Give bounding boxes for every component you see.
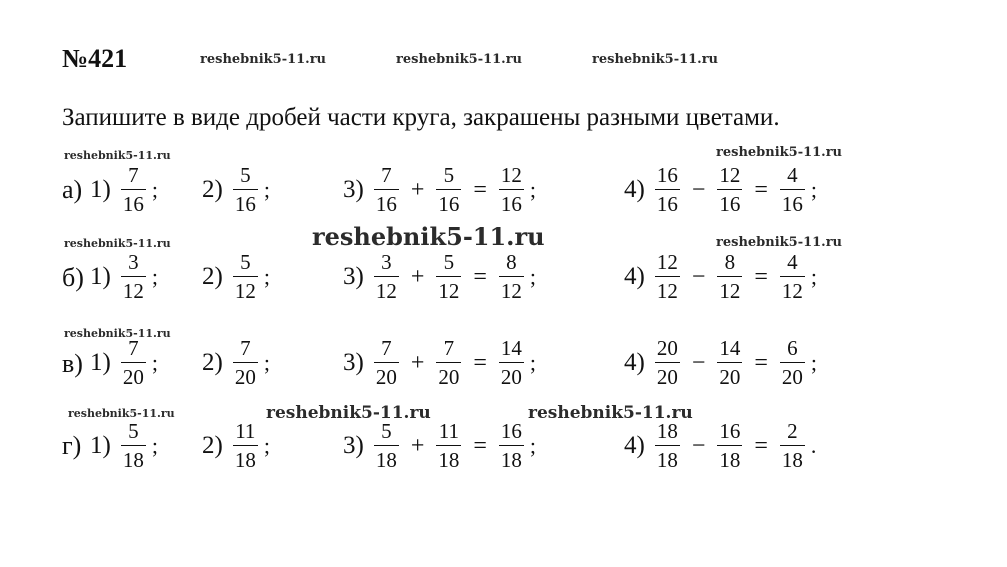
fraction-numerator: 20 [656, 336, 678, 360]
fraction-numerator: 16 [719, 419, 741, 443]
operator: + [410, 349, 425, 376]
fraction-numerator: 7 [128, 336, 139, 360]
fraction-denominator: 20 [717, 362, 742, 388]
operator: − [691, 176, 706, 203]
punctuation: ; [529, 350, 537, 375]
answer-item [624, 249, 817, 305]
answer-item [90, 162, 158, 218]
fraction-denominator: 18 [436, 445, 461, 471]
fraction-denominator: 20 [436, 362, 461, 388]
fraction-denominator: 20 [780, 362, 805, 388]
fraction-numerator: 6 [787, 336, 798, 360]
fraction-denominator: 16 [233, 189, 258, 215]
punctuation: ; [529, 433, 537, 458]
watermark: reshebnik5-11.ru [312, 222, 545, 251]
watermark: reshebnik5-11.ru [528, 403, 693, 423]
fraction-denominator: 12 [374, 276, 399, 302]
operator: − [691, 263, 706, 290]
operator: = [754, 263, 768, 290]
task-text: Запишите в виде дробей части круга, закрашены разными цветами. [62, 104, 780, 131]
fraction-numerator: 12 [656, 250, 678, 274]
punctuation: ; [151, 433, 158, 458]
fraction-numerator: 4 [787, 163, 798, 187]
fraction-denominator: 20 [233, 362, 258, 388]
operator: − [691, 349, 706, 376]
fraction-numerator: 5 [240, 250, 251, 274]
punctuation: . [810, 433, 817, 458]
fraction-denominator: 12 [233, 276, 258, 302]
fraction-numerator: 3 [381, 250, 392, 274]
fraction-numerator: 7 [381, 163, 392, 187]
item-number: 4) [624, 263, 645, 290]
fraction-denominator: 18 [655, 445, 680, 471]
fraction-denominator: 12 [121, 276, 146, 302]
answer-item [202, 418, 270, 474]
row-label: г) [62, 431, 82, 460]
fraction [717, 421, 742, 471]
fraction-numerator: 8 [506, 250, 517, 274]
fraction-numerator: 2 [787, 419, 798, 443]
operator: = [473, 176, 487, 203]
row-label: б) [62, 263, 84, 292]
fraction-numerator: 12 [500, 163, 522, 187]
fraction-numerator: 5 [443, 250, 455, 274]
fraction-numerator: 16 [656, 163, 678, 187]
answer-item [90, 249, 158, 305]
punctuation: ; [263, 264, 270, 289]
fraction [499, 252, 524, 302]
fraction-denominator: 12 [717, 276, 742, 302]
fraction-numerator: 11 [438, 419, 459, 443]
fraction [121, 421, 146, 471]
item-number: 2) [202, 263, 223, 290]
fraction [655, 421, 680, 471]
watermark: reshebnik5-11.ru [68, 407, 175, 420]
fraction [374, 421, 399, 471]
fraction-denominator: 18 [780, 445, 805, 471]
operator: = [754, 176, 768, 203]
watermark: reshebnik5-11.ru [716, 145, 843, 160]
punctuation: ; [151, 264, 158, 289]
fraction [655, 338, 680, 388]
item-number: 1) [90, 263, 111, 290]
operator: = [754, 432, 768, 459]
operator: = [473, 263, 487, 290]
row-label: а) [62, 175, 83, 204]
fraction [436, 252, 461, 302]
fraction-numerator: 14 [719, 336, 741, 360]
item-number: 1) [90, 349, 111, 376]
fraction-numerator: 7 [128, 163, 139, 187]
operator: + [410, 263, 425, 290]
item-number: 1) [90, 176, 111, 203]
fraction-denominator: 16 [780, 189, 805, 215]
punctuation: ; [263, 433, 270, 458]
watermark: reshebnik5-11.ru [266, 403, 431, 423]
operator: = [473, 349, 487, 376]
punctuation: ; [263, 350, 270, 375]
fraction-denominator: 12 [780, 276, 805, 302]
fraction [121, 252, 146, 302]
fraction-denominator: 16 [655, 189, 680, 215]
fraction [374, 252, 399, 302]
punctuation: ; [529, 177, 537, 202]
fraction-numerator: 7 [443, 336, 455, 360]
fraction-numerator: 4 [787, 250, 798, 274]
fraction-denominator: 16 [374, 189, 399, 215]
watermark: reshebnik5-11.ru [200, 52, 327, 67]
watermark: reshebnik5-11.ru [396, 52, 523, 67]
fraction-denominator: 16 [717, 189, 742, 215]
fraction-denominator: 12 [436, 276, 461, 302]
answer-item [624, 418, 816, 474]
item-number: 4) [624, 432, 645, 459]
fraction-numerator: 14 [500, 336, 522, 360]
punctuation: ; [810, 350, 818, 375]
fraction [655, 252, 680, 302]
item-number: 3) [343, 263, 364, 290]
fraction [717, 338, 742, 388]
watermark: reshebnik5-11.ru [64, 149, 171, 162]
fraction [436, 338, 461, 388]
fraction-denominator: 12 [499, 276, 524, 302]
answer-item [343, 249, 536, 305]
punctuation: ; [810, 264, 818, 289]
fraction-numerator: 5 [128, 419, 139, 443]
item-number: 2) [202, 176, 223, 203]
answer-item [202, 249, 270, 305]
fraction-denominator: 18 [374, 445, 399, 471]
punctuation: ; [263, 177, 270, 202]
fraction [121, 338, 146, 388]
fraction [121, 165, 146, 215]
operator: = [754, 349, 768, 376]
fraction [374, 165, 399, 215]
fraction-denominator: 20 [121, 362, 146, 388]
operator: + [410, 432, 425, 459]
item-number: 4) [624, 176, 645, 203]
answer-item [624, 162, 817, 218]
exercise-number: №421 [62, 44, 128, 73]
watermark: reshebnik5-11.ru [64, 327, 171, 340]
fraction-denominator: 16 [499, 189, 524, 215]
fraction-denominator: 16 [121, 189, 146, 215]
fraction [780, 338, 805, 388]
item-number: 3) [343, 432, 364, 459]
item-number: 2) [202, 432, 223, 459]
answer-item [343, 418, 536, 474]
fraction-numerator: 8 [724, 250, 736, 274]
item-number: 3) [343, 349, 364, 376]
fraction [233, 338, 258, 388]
fraction-denominator: 18 [499, 445, 524, 471]
fraction-denominator: 20 [499, 362, 524, 388]
fraction-numerator: 5 [381, 419, 392, 443]
fraction-numerator: 7 [240, 336, 251, 360]
item-number: 3) [343, 176, 364, 203]
operator: + [410, 176, 425, 203]
fraction [717, 165, 742, 215]
fraction [717, 252, 742, 302]
item-number: 2) [202, 349, 223, 376]
fraction [780, 421, 805, 471]
fraction-denominator: 18 [717, 445, 742, 471]
item-number: 1) [90, 432, 111, 459]
fraction-numerator: 16 [500, 419, 522, 443]
fraction-numerator: 3 [128, 250, 139, 274]
punctuation: ; [151, 350, 158, 375]
fraction-numerator: 12 [719, 163, 741, 187]
fraction-denominator: 20 [655, 362, 680, 388]
fraction-numerator: 5 [240, 163, 251, 187]
row-label: в) [62, 349, 83, 378]
fraction-denominator: 20 [374, 362, 399, 388]
fraction [233, 252, 258, 302]
fraction [655, 165, 680, 215]
fraction-denominator: 18 [233, 445, 258, 471]
fraction-denominator: 16 [436, 189, 461, 215]
punctuation: ; [810, 177, 818, 202]
fraction [233, 421, 258, 471]
operator: = [473, 432, 487, 459]
fraction [374, 338, 399, 388]
watermark: reshebnik5-11.ru [64, 237, 171, 250]
answer-item [624, 335, 817, 391]
fraction-numerator: 11 [235, 419, 256, 443]
punctuation: ; [529, 264, 537, 289]
fraction [499, 165, 524, 215]
watermark: reshebnik5-11.ru [592, 52, 719, 67]
fraction [499, 338, 524, 388]
fraction-numerator: 18 [656, 419, 678, 443]
item-number: 4) [624, 349, 645, 376]
answer-item [343, 162, 536, 218]
fraction [233, 165, 258, 215]
fraction [780, 252, 805, 302]
fraction-numerator: 5 [443, 163, 455, 187]
answer-item [202, 335, 270, 391]
fraction [499, 421, 524, 471]
fraction [436, 165, 461, 215]
fraction [436, 421, 461, 471]
fraction [780, 165, 805, 215]
watermark: reshebnik5-11.ru [716, 235, 843, 250]
punctuation: ; [151, 177, 158, 202]
answer-item [90, 335, 158, 391]
operator: − [691, 432, 706, 459]
answer-item [343, 335, 536, 391]
answer-item [90, 418, 158, 474]
fraction-denominator: 18 [121, 445, 146, 471]
answer-item [202, 162, 270, 218]
fraction-denominator: 12 [655, 276, 680, 302]
fraction-numerator: 7 [381, 336, 392, 360]
